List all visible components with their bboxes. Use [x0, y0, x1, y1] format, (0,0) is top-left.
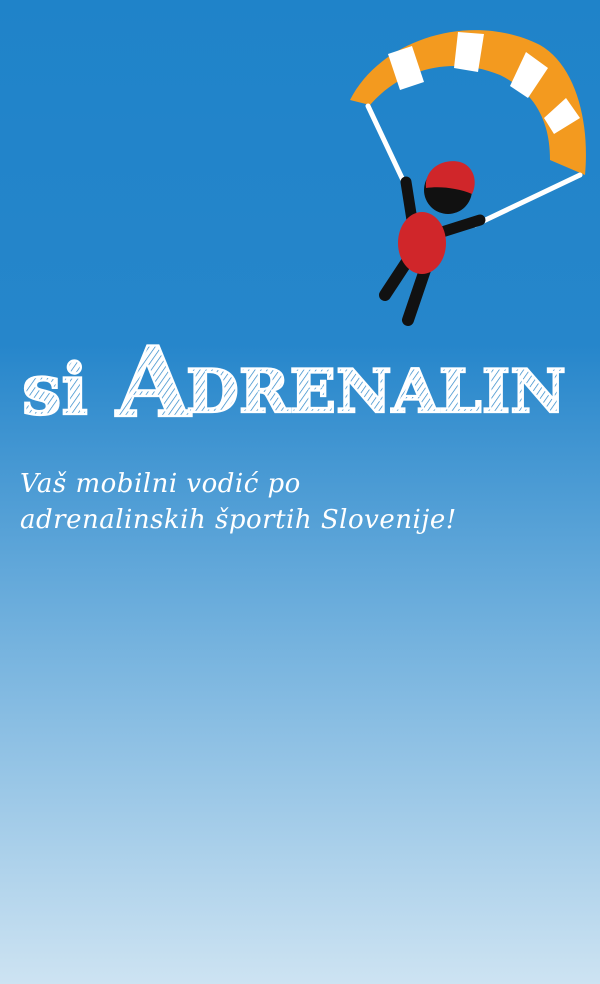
logo-suffix: DRENALIN — [186, 357, 566, 427]
pilot-figure — [385, 161, 480, 320]
paraglider-canopy — [350, 30, 586, 175]
tagline-line-1: Vaš mobilni vodić po — [20, 469, 301, 499]
app-logo — [20, 330, 580, 430]
tagline — [20, 466, 580, 538]
paraglider-illustration — [340, 10, 600, 340]
tagline-line-2: adrenalinskih športih Slovenije! — [20, 505, 457, 535]
logo-initial: A — [116, 330, 191, 430]
logo-prefix: si — [22, 348, 89, 430]
